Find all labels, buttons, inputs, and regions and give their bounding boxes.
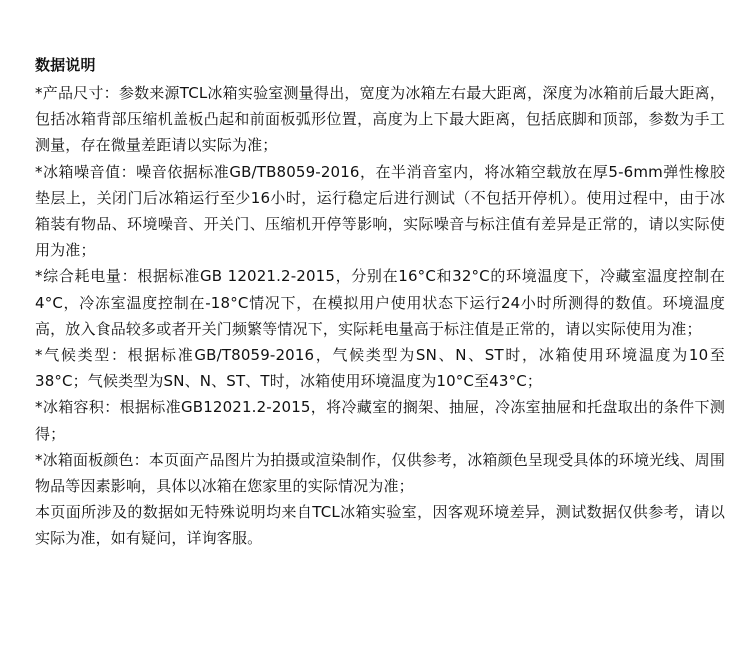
section-title: 数据说明	[35, 56, 96, 74]
data-notes-section	[35, 52, 725, 552]
note-climate-type: *气候类型：根据标准GB/T8059-2016，气候类型为SN、N、ST时，冰箱使用环境温度为10至38°C；气候类型为SN、N、ST、T时，冰箱使用环境温度为10°C至43°C；	[35, 346, 725, 391]
note-noise-value: *冰箱噪音值：噪音依据标准GB/TB8059-2016，在半消音室内，将冰箱空载放在厚5-6mm弹性橡胶垫层上，关闭门后冰箱运行至少16小时，运行稳定后进行测试（不包括开停机）。使用过程中，由于冰箱装有物品、环境噪音、开关门、压缩机开停等影响，实际噪音与标注值有差异是正常的，请以实际使用为准；	[35, 162, 725, 260]
note-product-dimensions: *产品尺寸：参数来源TCL冰箱实验室测量得出，宽度为冰箱左右最大距离，深度为冰箱前后最大距离，包括冰箱背部压缩机盖板凸起和前面板弧形位置，高度为上下最大距离，包括底脚和顶部，参数为手工测量，存在微量差距请以实际为准；	[35, 84, 725, 155]
note-panel-color: *冰箱面板颜色：本页面产品图片为拍摄或渲染制作，仅供参考，冰箱颜色呈现受具体的环境光线、周围物品等因素影响，具体以冰箱在您家里的实际情况为准；	[35, 450, 725, 496]
note-power-consumption: *综合耗电量：根据标准GB 12021.2-2015，分别在16°C和32°C的环境温度下，冷藏室温度控制在4°C，冷冻室温度控制在-18°C情况下，在模拟用户使用状态下运行24小时所测得的数值。环境温度高，放入食品较多或者开关门频繁等情况下，实际耗电量高于标注值是正常的，请以实际使用为准；	[35, 267, 725, 338]
note-capacity: *冰箱容积：根据标准GB12021.2-2015，将冷藏室的搁架、抽屉，冷冻室抽屉和托盘取出的条件下测得；	[35, 398, 725, 443]
note-data-source: 本页面所涉及的数据如无特殊说明均来自TCL冰箱实验室，因客观环境差异，测试数据仅供参考，请以实际为准，如有疑问，详询客服。	[35, 503, 725, 548]
